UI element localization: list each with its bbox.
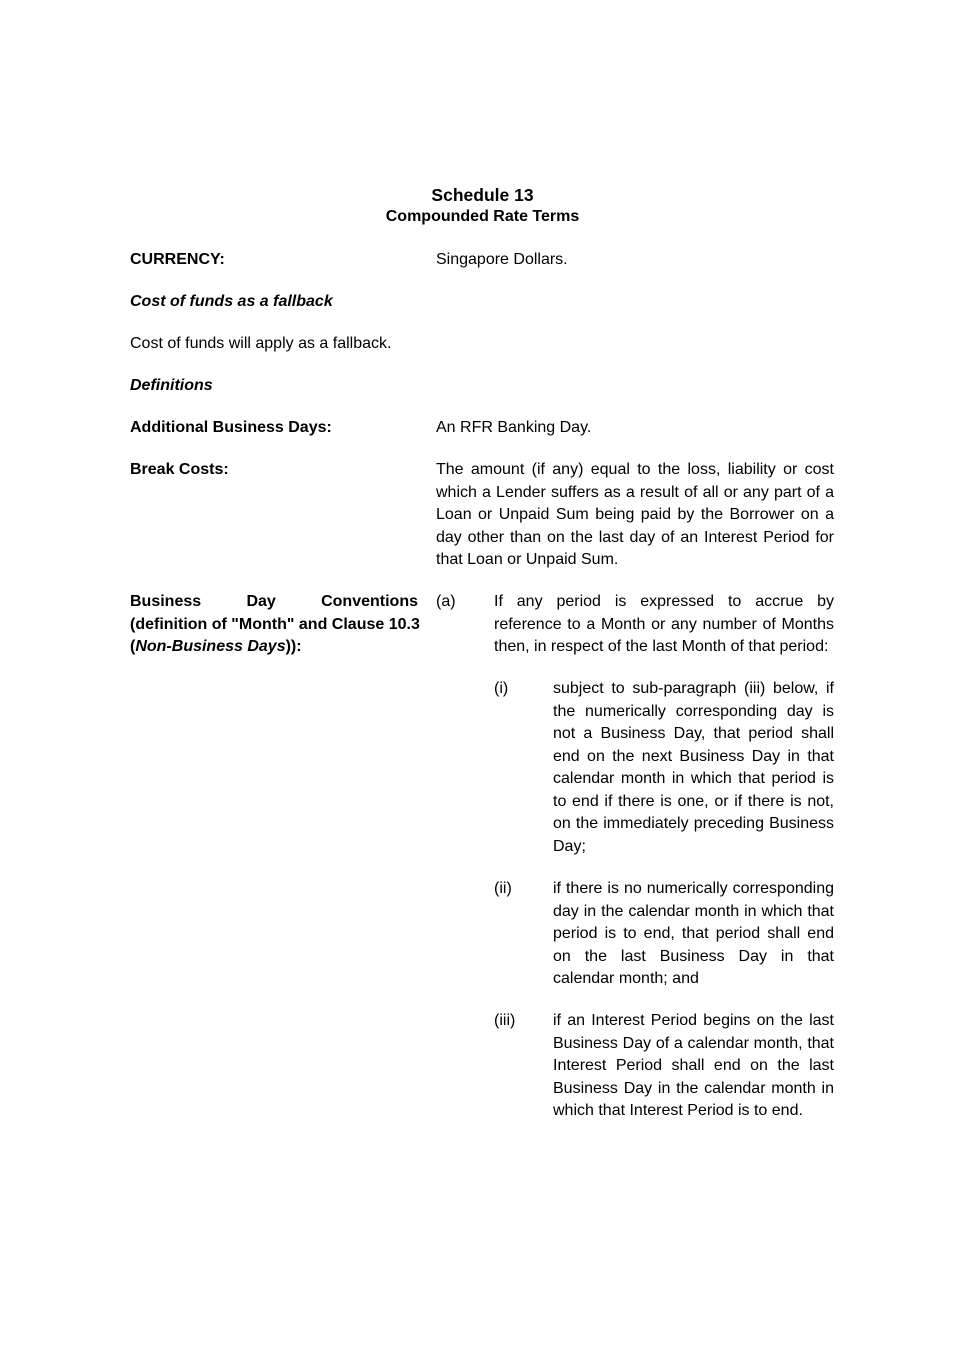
- sub-item-ii-marker: (ii): [494, 880, 512, 897]
- break-costs-value: The amount (if any) equal to the loss, liability or cost which a Lender suffers as a result of all or any part of a Loan or Unpaid Sum being paid by the Borrower on a day other than on the last day of an Interest Period for that Loan or Unpaid Sum.: [436, 461, 834, 568]
- sub-item-i-marker: (i): [494, 680, 509, 697]
- para-a-marker: (a): [436, 593, 456, 610]
- business-day-conventions-label: [130, 591, 418, 659]
- sub-item-iii-marker: (iii): [494, 1012, 516, 1029]
- non-business-days-term: Non-Business Days: [135, 638, 286, 655]
- bdc-label-close: )):: [285, 638, 302, 655]
- bdc-label-line3: [130, 636, 418, 659]
- fallback-heading: Cost of funds as a fallback: [130, 293, 333, 310]
- sub-item-ii-text: if there is no numerically corresponding day in the calendar month in which that period is to end, that period shall end on the last Business Day in that calendar month; and: [553, 880, 834, 987]
- bdc-label-open: (: [130, 638, 136, 655]
- bdc-label-line1: Business Day Conventions: [130, 593, 418, 610]
- currency-label: CURRENCY:: [130, 251, 225, 268]
- additional-business-days-value: An RFR Banking Day.: [436, 419, 592, 436]
- additional-business-days-label: Additional Business Days:: [130, 419, 332, 436]
- definitions-heading: Definitions: [130, 377, 213, 394]
- schedule-title: Schedule 13: [431, 185, 534, 205]
- break-costs-label: Break Costs:: [130, 461, 229, 478]
- para-a-text: If any period is expressed to accrue by reference to a Month or any number of Months then, in respect of the last Month of that period:: [494, 593, 834, 655]
- bdc-label-line2: (definition of "Month" and Clause 10.3: [130, 615, 420, 633]
- currency-value: Singapore Dollars.: [436, 251, 568, 268]
- schedule-subtitle: Compounded Rate Terms: [385, 208, 580, 225]
- fallback-text: Cost of funds will apply as a fallback.: [130, 335, 392, 352]
- sub-item-iii-text: if an Interest Period begins on the last Business Day of a calendar month, that Interest Period shall end on the last Business Day in the calendar month in which that Interest Period is to end.: [553, 1012, 834, 1119]
- sub-item-i-text: subject to sub-paragraph (iii) below, if the numerically corresponding day is not a Business Day, that period shall end on the next Business Day in that calendar month in which that period is to end if there is one, or if there is not, on the immediately preceding Business Day;: [553, 680, 834, 855]
